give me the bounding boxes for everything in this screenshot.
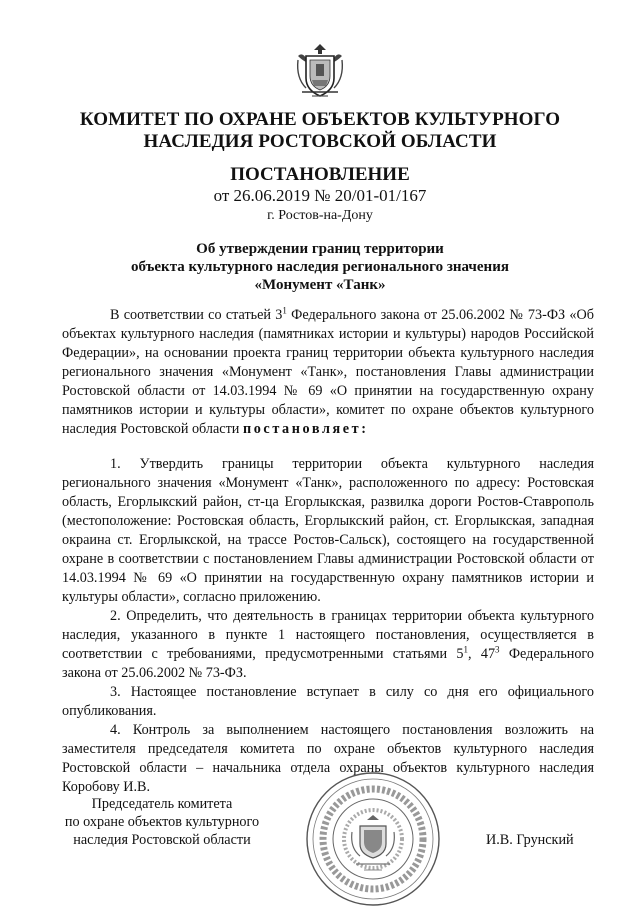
decree-body	[62, 306, 594, 797]
item-3: 3. Настоящее постановление вступает в силу со дня его официального опубликования.	[62, 684, 594, 719]
signatory-role: Председатель комитета по охране объектов культурного наследия Ростовской области	[64, 796, 260, 848]
item-1: 1. Утвердить границы территории объекта культурного наследия регионального значения «Монумент «Танк», расположенного по адресу: Ростовская область, Егорлыкский район, ст-ца Егорлыкская, развилка дороги Ростов-Ставрополь (местоположение: Ростовская область, Егорлыкский район, ст. Егорлыкская, западная окраина ст. Егорлыкской, на трассе Ростов-Сальск), состоящего на государственной охране в соответствии с постановлением Главы администрации Ростовской области от 14.03.1994 № 69 «О принятии на государственную охрану памятников истории и культуры области», согласно приложению.	[62, 456, 594, 605]
committee-name-line2: НАСЛЕДИЯ РОСТОВСКОЙ ОБЛАСТИ	[143, 131, 497, 152]
subject-line3: «Монумент «Танк»	[254, 277, 386, 293]
subject-line2: объекта культурного наследия регионального значения	[131, 259, 509, 275]
signatory-name: И.В. Грунский	[486, 832, 574, 848]
item-4: 4. Контроль за выполнением настоящего постановления возложить на заместителя председателя комитета по охране объектов культурного наследия Ростовской области – начальника отдела охраны объектов культурного наследия Коробову И.В.	[62, 722, 594, 795]
item-2: 2. Определить, что деятельность в границах территории объекта культурного наследия, указанного в пункте 1 настоящего постановления, осуществляется в соответствии с требованиями, предусмотренными статьями $5^1$, $47^3$ Федерального закона от 25.06.2002 № 73-ФЗ.	[62, 608, 594, 681]
decree-city: г. Ростов-на-Дону	[267, 208, 373, 223]
decree-title: ПОСТАНОВЛЕНИЕ	[230, 164, 410, 185]
committee-name	[60, 109, 580, 153]
preamble-paragraph: В соответствии со статьей $3^1$ Федерального закона от 25.06.2002 № 73-ФЗ «Об объектах культурного наследия (памятниках истории и культуры) народов Российской Федерации», на основании проекта границ территории объекта культурного наследия регионального значения «Монумент «Танк», постановления Главы администрации Ростовской области от 14.03.1994 № 69 «О принятии на государственную охрану памятников истории и культуры области», комитет по охране объектов культурного наследия Ростовской области постановляет:	[62, 305, 594, 437]
committee-name-line1: КОМИТЕТ ПО ОХРАНЕ ОБЪЕКТОВ КУЛЬТУРНОГО	[79, 109, 561, 130]
decree-date-number: от 26.06.2019 № 20/01-01/167	[213, 186, 427, 205]
regional-coat-of-arms-icon	[292, 38, 348, 100]
decree-subject	[60, 240, 580, 294]
subject-line1: Об утверждении границ территории	[196, 241, 444, 257]
decides-word: постановляет:	[242, 421, 369, 437]
official-seal-icon	[304, 770, 442, 908]
